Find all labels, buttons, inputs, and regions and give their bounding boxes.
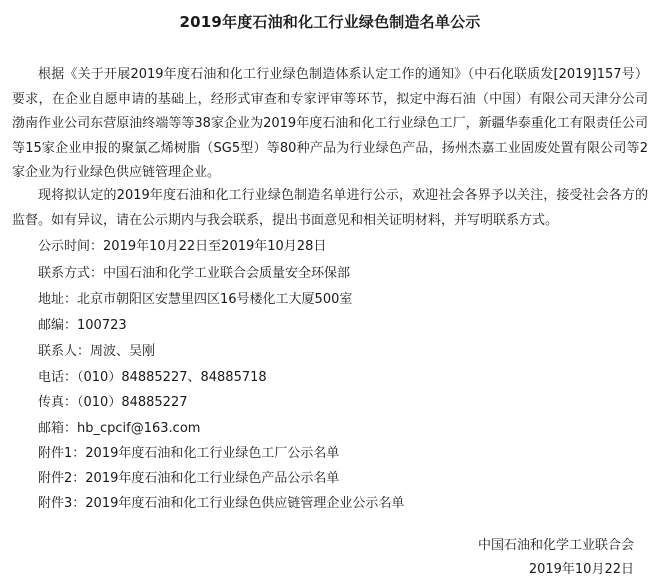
signature-organization: 中国石油和化学工业联合会	[477, 538, 634, 553]
attachment-3: 附件3：2019年度石油和化工行业绿色供应链管理企业公示名单	[38, 496, 405, 511]
attachment-2: 附件2：2019年度石油和化工行业绿色产品公示名单	[38, 471, 340, 486]
info-phone: 电话：（010）84885227、84885718	[38, 370, 267, 385]
paragraph-basis: 根据《关于开展2019年度石油和化工行业绿色制造体系认定工作的通知》（中石化联质发[2019]157号）要求，在企业自愿申请的基础上，经形式审查和专家评审等环节，拟定中海石油（中国）有限公司天津分公司渤南作业公司东营原油终端等等38家企业为2019年度石油和化工行业绿色工厂，新疆华泰重化工有限责任公司等15家企业申报的聚氯乙烯树脂（SG5型）等80种产品为行业绿色产品，扬州杰嘉工业固废处置有限公司等2家企业为行业绿色供应链管理企业。	[12, 67, 648, 180]
info-email: 邮箱：hb_cpcif@163.com	[38, 421, 201, 436]
info-fax: 传真：（010）84885227	[38, 395, 188, 410]
document-title: 2019年度石油和化工行业绿色制造名单公示	[179, 13, 481, 31]
info-contact-persons: 联系人：周波、吴刚	[38, 344, 156, 359]
signature-date: 2019年10月22日	[528, 562, 634, 577]
info-contact-department: 联系方式：中国石油和化学工业联合会质量安全环保部	[38, 266, 351, 281]
attachment-1: 附件1：2019年度石油和化工行业绿色工厂公示名单	[38, 446, 340, 461]
paragraph-announcement: 现将拟认定的2019年度石油和化工行业绿色制造名单进行公示，欢迎社会各界予以关注，接受社会各方的监督。如有异议，请在公示期内与我会联系，提出书面意见和相关证明材料，并写明联系方式。	[12, 188, 648, 228]
info-publicity-period: 公示时间：2019年10月22日至2019年10月28日	[38, 239, 327, 254]
info-postcode: 邮编：100723	[38, 318, 127, 333]
info-address: 地址：北京市朝阳区安慧里四区16号楼化工大厦500室	[38, 292, 353, 307]
